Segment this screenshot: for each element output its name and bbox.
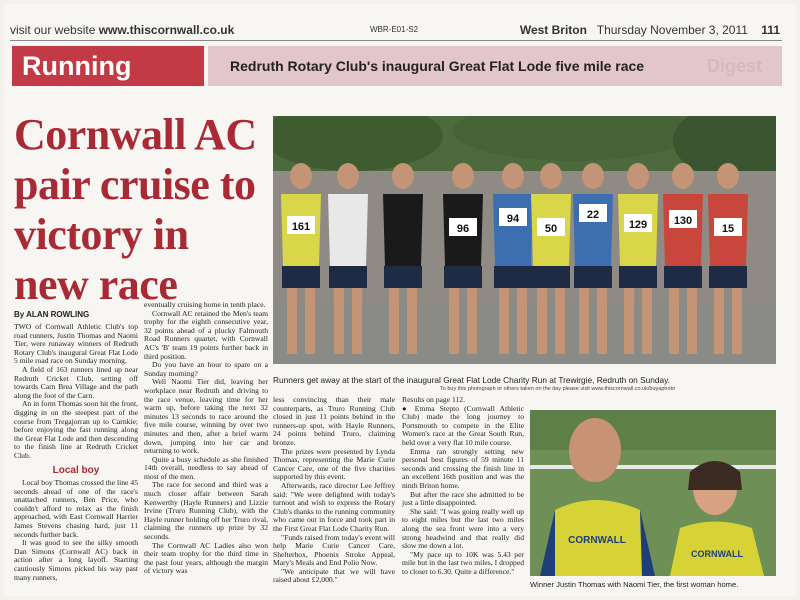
section-label: Running	[12, 46, 204, 86]
runner-leg	[579, 288, 589, 354]
runner-head	[540, 163, 562, 189]
runner-leg	[287, 288, 297, 354]
runner-leg	[334, 288, 344, 354]
paragraph: Cornwall AC retained the Men's team trophy for the eighth consecutive year, 32 points ahead of a plucky Falmouth Road Runners quartet, with Cornwall AC's 'B' team 19 points further back in third position.	[144, 308, 268, 361]
photo-caption: Runners get away at the start of the inaugural Great Flat Lode Charity Run at Trewirgie, Redruth on Sunday.	[273, 375, 670, 385]
bib-number: 130	[673, 215, 693, 227]
runner-vest	[383, 194, 423, 266]
bib-number: 96	[456, 223, 470, 235]
runner-leg	[517, 288, 527, 354]
paragraph: The Cornwall AC Ladies also won their team trophy for the third time in the past four years, although the margin of victory was	[144, 540, 268, 576]
runner-leg	[389, 288, 399, 354]
winners-illustration	[530, 410, 776, 576]
paragraph: eventually cruising home in tenth place.	[144, 300, 266, 309]
paragraph: Local boy Thomas crossed the line 45 seconds ahead of one of the race's unattached runners, Ben Price, who couldn't afford to relax as the finish approached, with East Cornwall Harrier James Stevens chasing hard, just 11 seconds further back.	[14, 478, 138, 539]
bib-number: 22	[586, 209, 600, 221]
show-through-text: Digest	[706, 56, 762, 76]
runner-shorts	[619, 266, 657, 288]
runner-head	[717, 163, 739, 189]
paragraph: Quite a busy schedule as she finished 14th overall, needless to say ahead of most of the men.	[144, 454, 268, 481]
paragraph: The prizes were presented by Lynda Thomas, representing the Marie Curie Cancer Care, one of the five charities supported by this event.	[273, 446, 395, 482]
paragraph: less convincing than their male counterparts, as Truro Running Club closed in just 11 points behind in the runners-up spot, with Hayle Runners, 24 points behind Truro, claiming bronze.	[273, 395, 395, 447]
runner-leg	[687, 288, 697, 354]
bib-number: 129	[628, 219, 648, 231]
masthead-date	[520, 23, 780, 37]
paragraph: Do you have an hour to spare on a Sunday morning?	[144, 360, 268, 378]
vest-text: CORNWALL	[568, 535, 626, 546]
paragraph: "Funds raised from today's event will help Marie Curie Cancer Care, Shelterbox, Phoenix Stroke Appeal, Mary's Meals and End Polio Now.	[273, 532, 395, 568]
runner-leg	[732, 288, 742, 354]
runner-leg	[352, 288, 362, 354]
runner-shorts	[709, 266, 747, 288]
website-prefix: visit our website	[10, 23, 99, 37]
runner-shorts	[532, 266, 570, 288]
website-promo	[10, 23, 234, 37]
runner-shorts	[444, 266, 482, 288]
runner-leg	[714, 288, 724, 354]
paragraph: Well Naomi Tier did, leaving her workplace near Redruth and driving to the race venue, leaving time for her warm up, before taking the next 32 minutes 13 seconds to race around the five mile course, winning by over two minutes and then, after a brief warm down, jumping into her car and returning to work.	[144, 377, 268, 456]
runner-head	[502, 163, 524, 189]
winners-caption: Winner Justin Thomas with Naomi Tier, the first woman home.	[530, 580, 739, 589]
paragraph: ● Emma Stepto (Cornwall Athletic Club) made the long journey to Portsmouth to compete in the Elite Women's race at the Great South Run, held over a very flat 10 mile course.	[402, 403, 524, 447]
runner-head	[569, 418, 621, 482]
page-number: 111	[761, 23, 780, 37]
paragraph: She said: "I was going really well up to eight miles but the last two miles along the sea front were into a very strong headwind and that really did slow me down a lot.	[402, 506, 524, 551]
runner-head	[337, 163, 359, 189]
runner-leg	[537, 288, 547, 354]
paragraph: Afterwards, race director Lee Jeffrey said: "We were delighted with today's turnout and wish to express the Rotary Club's thanks to the running community who came out in force and took part in the First Great Flat Lode Charity Run.	[273, 480, 395, 533]
issue-date: Thursday November 3, 2011	[596, 23, 748, 37]
paragraph: Emma ran strongly setting new personal best figures of 59 minute 11 seconds and crossing the finish line in an excellent 16th position and was the ninth Briton home.	[402, 446, 524, 490]
headline: Cornwall AC pair cruise to victory in new race	[14, 110, 257, 309]
article-column-1	[14, 323, 138, 582]
runner-head	[582, 163, 604, 189]
bib-number: 50	[544, 223, 558, 235]
runner-shorts	[384, 266, 422, 288]
runner-shorts	[494, 266, 532, 288]
subheading: Local boy	[52, 464, 100, 476]
paragraph: It was good to see the silky smooth Dan Simons (Cornwall AC) back in action after a long layoff. Starting cautiously Simons picked his way past many runners,	[14, 538, 138, 582]
website-url: www.thiscornwall.co.uk	[98, 23, 235, 37]
bib-number: 161	[291, 221, 311, 233]
masthead-name: West Briton	[519, 23, 587, 37]
paragraph: A field of 163 runners lined up near Redruth Cricket Club, setting off towards Carn Brea Village and the path along the foot of the Carn.	[14, 364, 138, 400]
paragraph: "We anticipate that we will have raised about £2,000."	[273, 566, 395, 585]
race-start-photo	[273, 116, 776, 364]
runner-head	[627, 163, 649, 189]
runner-vest	[493, 194, 533, 266]
runner-leg	[467, 288, 477, 354]
article-column-2	[144, 301, 268, 576]
article-column-4	[402, 396, 524, 576]
runner-shorts	[282, 266, 320, 288]
paragraph: TWO of Cornwall Athletic Club's top road runners, Justin Thomas and Naomi Tier, were runaway winners of Redruth Rotary Club's inaugural Great Flat Lode 5 mile road race on Sunday morning.	[14, 322, 138, 366]
runner-leg	[407, 288, 417, 354]
runner-head	[290, 163, 312, 189]
bib-number: 94	[506, 213, 520, 225]
runner-head	[452, 163, 474, 189]
photo-credit: To buy this photograph or others taken on the day please visit www.thiscornwall.co.uk/buyaphoto	[440, 386, 676, 392]
runner-vest	[328, 194, 368, 266]
page-code: WBR-E01-S2	[370, 25, 419, 34]
byline: By ALAN ROWLING	[14, 310, 90, 319]
runner-leg	[499, 288, 509, 354]
race-start-illustration	[273, 116, 776, 364]
runner-leg	[624, 288, 634, 354]
runner-leg	[449, 288, 459, 354]
runner-shorts	[329, 266, 367, 288]
page-header-strip	[10, 20, 780, 42]
header-rule	[10, 40, 782, 41]
vest-text: CORNWALL	[691, 549, 743, 559]
paragraph: Results on page 112.	[402, 395, 465, 404]
paragraph: An in form Thomas soon hit the front, digging in on the steepest part of the course from Tregajorran up to Carnkie; before enjoying the fast running along the Great Flat Lode and then descending to the finish line at Redruth Cricket Club.	[14, 399, 138, 460]
runner-leg	[555, 288, 565, 354]
runner-leg	[669, 288, 679, 354]
paragraph: But after the race she admitted to be just a little disappointed.	[402, 489, 524, 508]
paragraph: "My pace up to 10K was 5.43 per mile but in the last two miles, I dropped to closer to 6.30. Quite a difference."	[402, 549, 524, 576]
bib-number: 15	[721, 223, 735, 235]
article-column-3	[273, 396, 395, 585]
strap-text: Redruth Rotary Club's inaugural Great Flat Lode five mile race	[230, 58, 645, 74]
runner-head	[672, 163, 694, 189]
runner-leg	[305, 288, 315, 354]
runner-vest	[663, 194, 703, 266]
runner-leg	[642, 288, 652, 354]
winners-photo	[530, 410, 776, 576]
paragraph: The race for second and third was a much closer affair between Sarah Kenwerthy (Hayle Runners) and Lizzie Irvine (Truro Running Club), with the Hayle runner holding off her Truro rival, claiming the runners up prize by 32 seconds.	[144, 480, 268, 542]
section-strap	[208, 46, 782, 86]
runner-leg	[597, 288, 607, 354]
runner-shorts	[664, 266, 702, 288]
runner-shorts	[574, 266, 612, 288]
runner-head	[392, 163, 414, 189]
